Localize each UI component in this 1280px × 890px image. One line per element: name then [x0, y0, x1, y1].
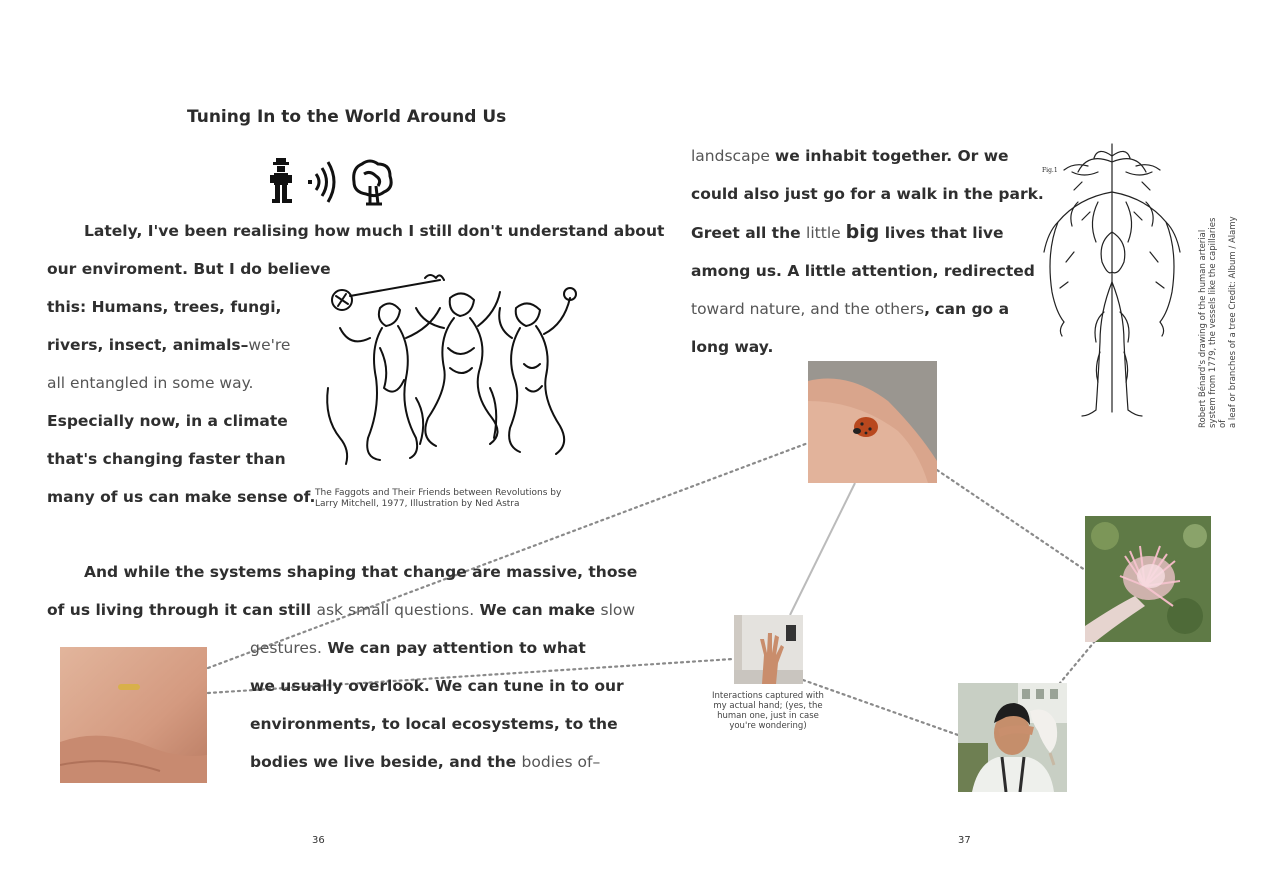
intro-line-7: that's changing faster than	[47, 450, 286, 468]
right-line-1a: landscape	[691, 147, 775, 165]
svg-text:Fig.1: Fig.1	[1042, 167, 1058, 174]
intro-line-1: Lately, I've been realising how much I still don't understand about	[84, 222, 665, 240]
page-number-left: 36	[312, 835, 325, 846]
pixel-icons-row	[266, 156, 398, 212]
anatomy-caption-line-1: Robert Bénard's drawing of the human arterial	[1198, 229, 1208, 428]
dancing-figures-illustration	[320, 268, 585, 468]
second-line-1: And while the systems shaping that change are massive, those	[84, 563, 638, 581]
person-pixel-icon	[270, 158, 292, 203]
signal-waves-icon	[308, 162, 334, 202]
second-line-6a: bodies we live beside, and the	[250, 753, 522, 771]
right-line-5b: , can go a	[924, 300, 1010, 318]
hand-caption	[702, 691, 834, 731]
hand-caption-line-4: you're wondering)	[729, 721, 807, 731]
second-line-5: environments, to local ecosystems, to the	[250, 715, 618, 733]
right-line-3a: Greet all the	[691, 224, 807, 242]
hand-caption-line-1: Interactions captured with	[712, 691, 824, 701]
second-line-2a: of us living through it can still	[47, 601, 317, 619]
intro-line-3: this: Humans, trees, fungi,	[47, 298, 282, 316]
intro-line-2: our enviroment. But I do believe	[47, 260, 331, 278]
hand-caption-line-3: human one, just in case	[717, 711, 819, 721]
hand-caption-line-2: my actual hand; (yes, the	[713, 701, 823, 711]
intro-line-6: Especially now, in a climate	[47, 412, 288, 430]
intro-line-8: many of us can make sense of.	[47, 488, 316, 506]
second-line-2b: ask small questions.	[316, 601, 475, 619]
right-line-3b: little	[806, 224, 841, 242]
pink-flower-photo	[1085, 516, 1211, 642]
intro-line-5: all entangled in some way.	[47, 374, 254, 392]
right-paragraph	[691, 137, 1044, 366]
second-line-6b: bodies of–	[521, 753, 601, 771]
second-paragraph-top	[47, 553, 637, 629]
right-line-5a: toward nature, and the others	[691, 300, 925, 318]
second-line-4: we usually overlook. We can tune in to our	[250, 677, 624, 695]
arterial-system-illustration	[1038, 142, 1186, 424]
illustration-caption-line-1: The Faggots and Their Friends between Revolutions by	[315, 488, 562, 498]
anatomy-caption-line-2: system from 1779, the vessels like the capillaries of	[1208, 217, 1228, 428]
connector-ladybug-flower	[937, 470, 1085, 570]
right-line-3c: big	[845, 221, 880, 243]
anatomy-caption-line-3: a leaf or branches of a tree Credit: Album / Alamy	[1228, 216, 1238, 428]
second-paragraph-bottom	[250, 629, 624, 781]
second-line-2c: We can make	[474, 601, 601, 619]
intro-line-4a: rivers, insect, animals–	[47, 336, 249, 354]
page-number-right: 37	[958, 835, 971, 846]
second-line-3b: We can pay attention to what	[321, 639, 586, 657]
person-with-bird-photo	[958, 683, 1067, 792]
tree-pixel-icon	[354, 161, 391, 204]
second-line-3a: gestures.	[250, 639, 322, 657]
page-title: Tuning In to the World Around Us	[187, 107, 507, 127]
right-line-4: among us. A little attention, redirected	[691, 262, 1035, 280]
right-line-6: long way.	[691, 338, 774, 356]
connector-hand-ladybug	[790, 483, 855, 615]
right-line-1b: we inhabit together. Or we	[774, 147, 1009, 165]
second-line-2d: slow	[600, 601, 636, 619]
right-line-3d: lives that live	[879, 224, 1004, 242]
illustration-caption-line-2: Larry Mitchell, 1977, Illustration by Ned Astra	[315, 499, 520, 509]
illustration-caption	[315, 488, 561, 510]
connector-flower-bird	[1060, 641, 1095, 683]
anatomy-caption	[1198, 213, 1238, 428]
caterpillar-on-hand-photo	[60, 647, 207, 783]
right-line-2: could also just go for a walk in the park.	[691, 185, 1044, 203]
ladybug-on-finger-photo	[808, 361, 937, 483]
hand-in-room-photo	[734, 615, 803, 684]
intro-line-4b: we're	[248, 336, 291, 354]
